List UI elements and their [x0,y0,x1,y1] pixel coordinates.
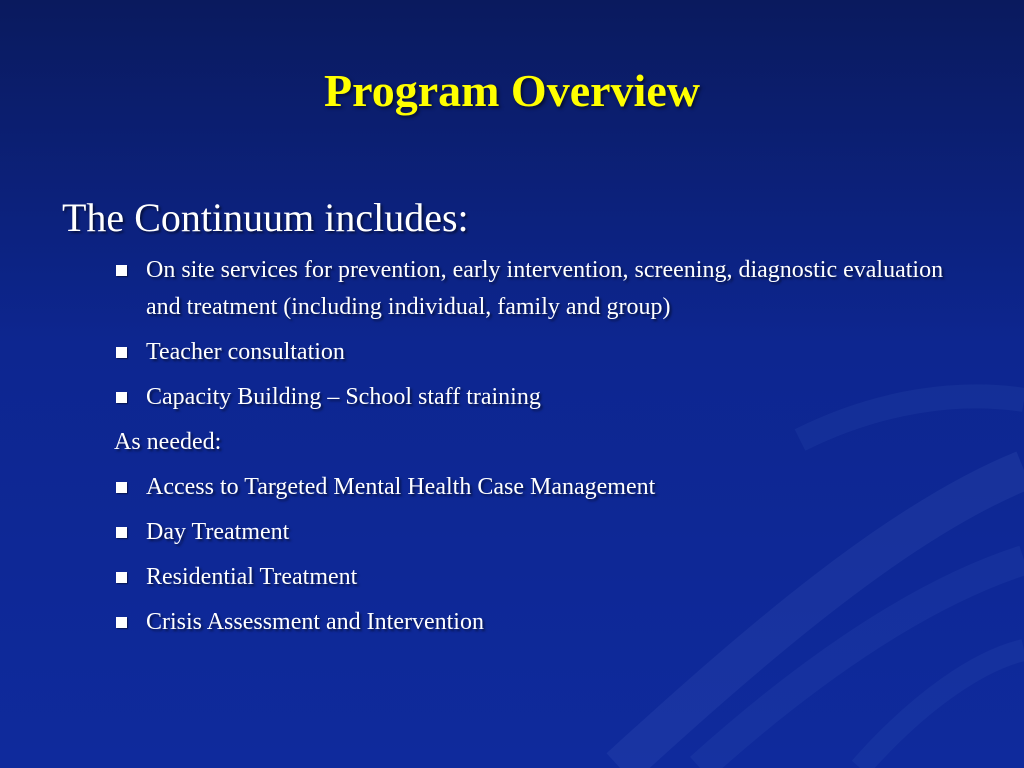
list-item-text: Day Treatment [146,519,290,545]
list-item-text: Capacity Building – School staff training [146,384,541,410]
as-needed-label: As needed: [114,429,222,455]
list-item [62,334,962,371]
square-bullet-icon [116,347,127,358]
list-item-text: Access to Targeted Mental Health Case Management [146,474,656,500]
on-site-list [62,252,962,416]
square-bullet-icon [116,265,127,276]
list-item [62,514,962,551]
as-needed-list [62,469,962,641]
list-item [62,604,962,641]
square-bullet-icon [116,482,127,493]
list-item-text: Crisis Assessment and Intervention [146,609,484,635]
list-item [62,252,962,326]
continuum-heading: The Continuum includes: [62,195,469,240]
list-item [62,559,962,596]
slide-title: Program Overview [324,65,700,116]
square-bullet-icon [116,617,127,628]
list-item [62,469,962,506]
slide-content [62,190,962,649]
square-bullet-icon [116,572,127,583]
list-item-text: On site services for prevention, early intervention, screening, diagnostic evaluation and treatment (including individual, family and group) [146,257,944,320]
list-item-text: Residential Treatment [146,564,358,590]
list-item-text: Teacher consultation [146,339,345,365]
list-item [62,379,962,416]
square-bullet-icon [116,392,127,403]
square-bullet-icon [116,527,127,538]
